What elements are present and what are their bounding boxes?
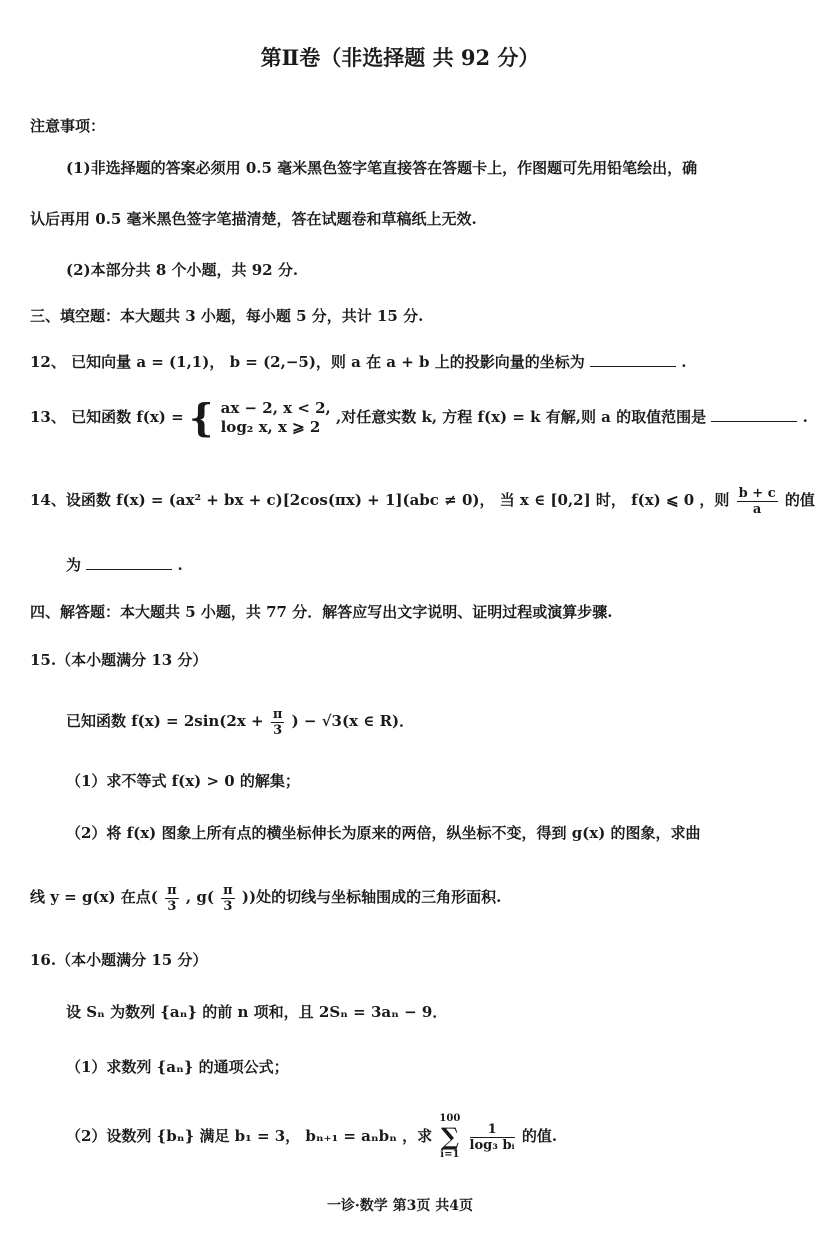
- fraction-denominator: a: [752, 501, 762, 517]
- section-4-heading: 四、解答题：本大题共 5 小题，共 77 分．解答应写出文字说明、证明过程或演算步骤.: [30, 603, 613, 621]
- fraction-pi-over-3: [165, 883, 179, 914]
- question-15-part-2-line-1: （2）将 f(x) 图象上所有点的横坐标伸长为原来的两倍，纵坐标不变，得到 g(x) 的图象，求曲: [66, 824, 701, 842]
- sigma-symbol: ∑: [440, 1122, 459, 1151]
- question-13-suffix: ,对任意实数 k, 方程 f(x) = k 有解,则 a 的取值范围是: [336, 408, 707, 426]
- question-14-tail: 的值: [784, 491, 815, 509]
- question-12-text: 12、 已知向量 a = (1,1)， b = (2,−5)，则 a 在 a + b 上的投影向量的坐标为: [30, 353, 585, 371]
- question-15-given-prefix: 已知函数 f(x) = 2sin(2x +: [66, 712, 264, 730]
- fraction-1-over-log3-bi: [470, 1122, 515, 1153]
- question-14-line-2: [66, 555, 183, 575]
- question-14-line-2-text: 为: [66, 556, 82, 574]
- piecewise-case-1: ax − 2, x < 2,: [220, 399, 331, 417]
- fraction-b-plus-c-over-a: [737, 486, 778, 517]
- question-16-part-2-prefix: （2）设数列 {bₙ} 满足 b₁ = 3， bₙ₊₁ = aₙbₙ ，求: [66, 1127, 433, 1145]
- question-16-part-2: [66, 1112, 557, 1161]
- notice-heading: 注意事项：: [30, 117, 106, 135]
- question-13-end: .: [802, 408, 808, 426]
- fraction-denominator: 3: [223, 898, 233, 914]
- answer-blank-12: [590, 352, 676, 367]
- question-15-part-1: （1）求不等式 f(x) > 0 的解集；: [66, 772, 300, 790]
- question-13-prefix: 13、 已知函数 f(x) =: [30, 408, 184, 426]
- page-title: 第Ⅱ卷（非选择题 共 92 分）: [260, 45, 540, 70]
- question-14-end: .: [177, 556, 183, 574]
- question-14: [30, 482, 815, 518]
- fraction-pi-over-3: [221, 883, 235, 914]
- question-13: [30, 395, 808, 440]
- question-16-part-1: （1）求数列 {aₙ} 的通项公式；: [66, 1058, 289, 1076]
- question-16-part-2-suffix: 的值.: [521, 1127, 558, 1145]
- notice-item-2: (2)本部分共 8 个小题，共 92 分.: [66, 261, 299, 279]
- question-15-part-2-line-2-b: , g(: [185, 888, 214, 906]
- question-15-heading: 15.（本小题满分 13 分）: [30, 651, 208, 669]
- fraction-numerator: 1: [470, 1122, 515, 1138]
- fraction-numerator: π: [272, 706, 283, 722]
- question-16-given: 设 Sₙ 为数列 {aₙ} 的前 n 项和，且 2Sₙ = 3aₙ − 9．: [66, 1003, 448, 1021]
- fraction-denominator: 3: [167, 898, 177, 914]
- fraction-numerator: π: [223, 882, 233, 898]
- question-15-given-suffix: ) − √3(x ∈ R)．: [291, 712, 415, 730]
- question-12-end: .: [681, 353, 687, 371]
- summation-lower-limit: i=1: [440, 1149, 460, 1160]
- question-15-part-2-line-2: [30, 880, 501, 914]
- notice-item-1-line-1: (1)非选择题的答案必须用 0.5 毫米黑色签字笔直接答在答题卡上，作图题可先用铅笔绘出，确: [66, 159, 698, 177]
- fraction-denominator: 3: [273, 722, 283, 738]
- question-14-text: 14、设函数 f(x) = (ax² + bx + c)[2cos(πx) + 1](abc ≠ 0)， 当 x ∈ [0,2] 时， f(x) ⩽ 0 ，则: [30, 491, 730, 509]
- answer-blank-13: [711, 407, 797, 422]
- section-3-heading: 三、填空题：本大题共 3 小题，每小题 5 分，共计 15 分.: [30, 307, 424, 325]
- question-15-part-2-line-2-c: ))处的切线与坐标轴围成的三角形面积.: [241, 888, 502, 906]
- answer-blank-14: [86, 555, 172, 570]
- piecewise-cases: [221, 399, 331, 437]
- question-15-part-2-line-2-a: 线 y = g(x) 在点(: [30, 888, 158, 906]
- notice-item-1-line-2: 认后再用 0.5 毫米黑色签字笔描清楚，答在试题卷和草稿纸上无效.: [30, 210, 477, 228]
- summation-upper-limit: 100: [439, 1113, 461, 1124]
- fraction-pi-over-3: [271, 707, 285, 738]
- summation: [439, 1113, 460, 1161]
- piecewise-brace: {: [188, 395, 214, 440]
- fraction-denominator: log₃ bᵢ: [469, 1137, 515, 1153]
- piecewise-case-2: log₂ x, x ⩾ 2: [220, 418, 321, 436]
- question-15-given: [66, 704, 414, 738]
- question-16-heading: 16.（本小题满分 15 分）: [30, 951, 208, 969]
- fraction-numerator: b + c: [738, 485, 776, 501]
- page-footer: 一诊·数学 第3页 共4页: [326, 1198, 474, 1214]
- fraction-numerator: π: [167, 882, 177, 898]
- question-12: [30, 352, 686, 372]
